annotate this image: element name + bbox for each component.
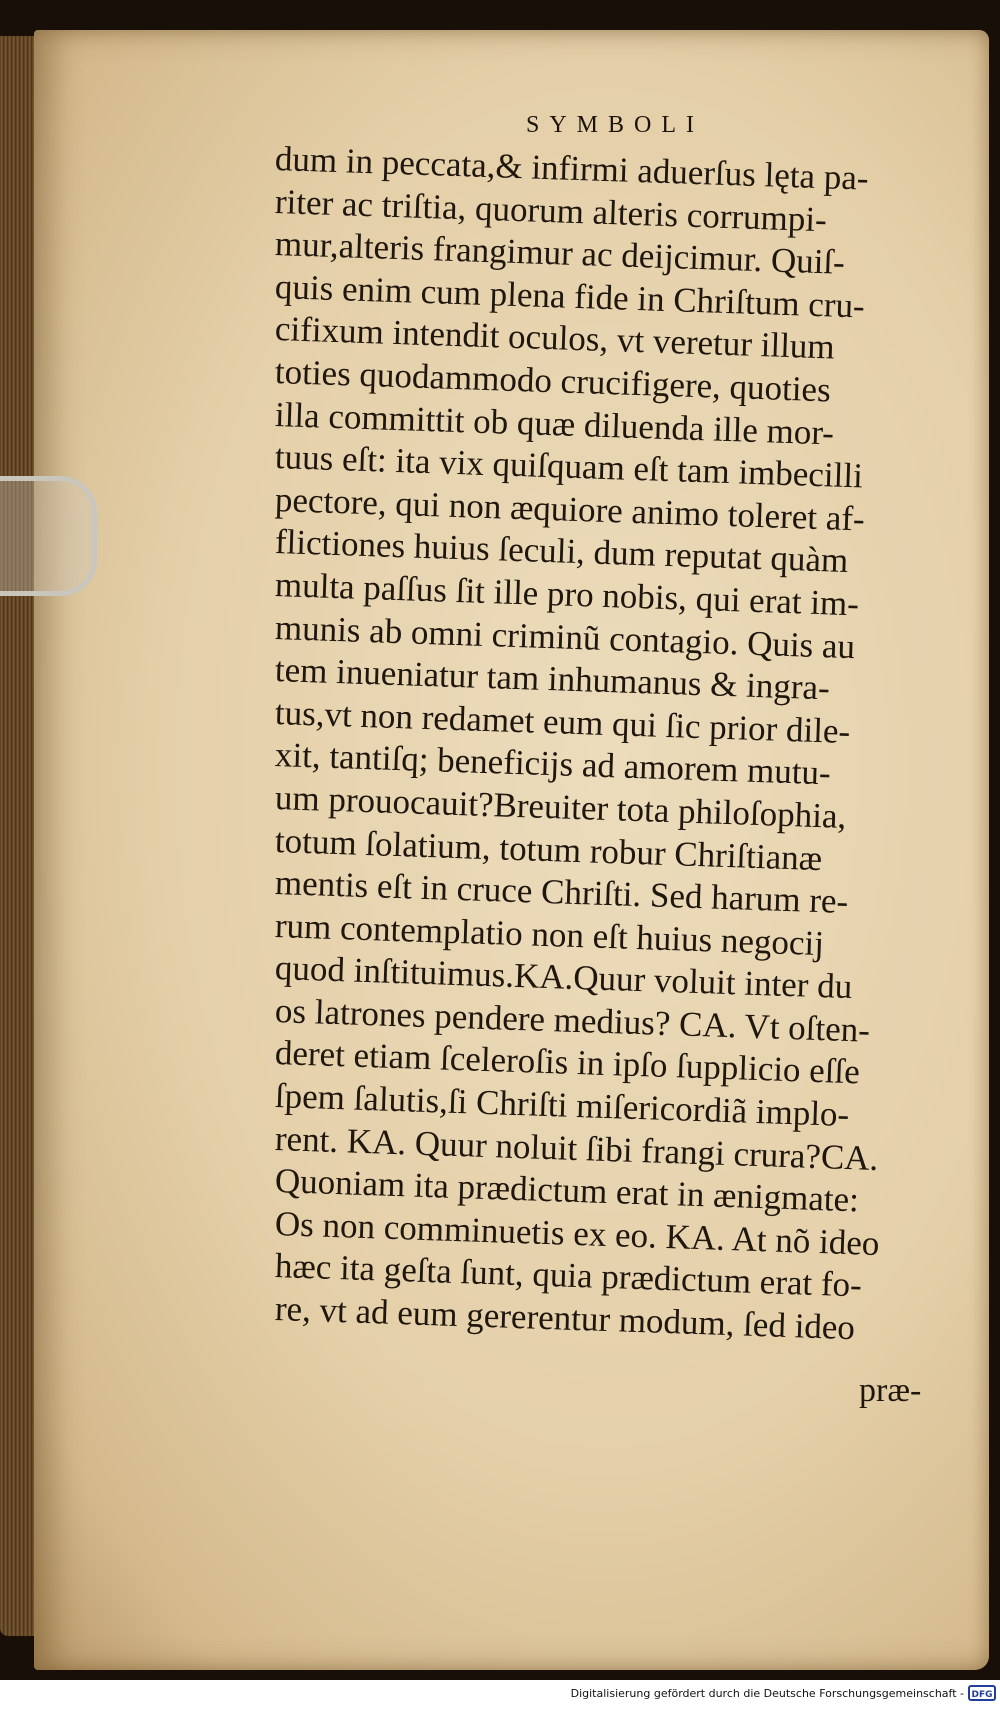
text-line: um prouocauit?Breuiter tota philoſophia, bbox=[274, 777, 847, 836]
text-line: deret etiam ſceleroſis in ipſo ſupplicio eſſe bbox=[274, 1033, 861, 1092]
dfg-logo-icon: DFG bbox=[968, 1685, 996, 1701]
text-line: hæc ita geſta ſunt, quia prædictum erat fo- bbox=[274, 1246, 863, 1305]
running-head: SYMBOLI bbox=[526, 112, 705, 138]
text-line: illa committit ob quæ diluenda ille mor- bbox=[274, 394, 835, 453]
catchword: præ- bbox=[859, 1372, 922, 1409]
text-line: Os non comminuetis ex eo. KA. At nõ ideo bbox=[274, 1203, 880, 1263]
text-line: tus,vt non redamet eum qui ſic prior dile- bbox=[274, 692, 851, 751]
text-line: multa paſſus ſit ille pro nobis, qui erat im- bbox=[274, 564, 860, 624]
body-text bbox=[274, 138, 965, 1348]
page-clip bbox=[0, 476, 97, 596]
digitization-footer bbox=[0, 1680, 1000, 1709]
text-line: cifixum intendit oculos, vt veretur illum bbox=[274, 309, 836, 367]
text-line: tuus eſt: ita vix quiſquam eſt tam imbecilli bbox=[274, 437, 864, 496]
text-line: quis enim cum plena fide in Chriſtum cru- bbox=[274, 266, 866, 326]
text-line: tem inueniatur tam inhumanus & ingra- bbox=[274, 650, 831, 708]
text-line: munis ab omni criminũ contagio. Quis au bbox=[274, 607, 856, 666]
text-line: os latrones pendere medius? CA. Vt oſten- bbox=[274, 990, 871, 1050]
text-line: Quoniam ita prædictum erat in ænigmate: bbox=[274, 1161, 860, 1220]
text-line: mentis eſt in cruce Chriſti. Sed harum re- bbox=[274, 863, 849, 922]
text-line: dum in peccata,& infirmi aduerſus lęta pa- bbox=[274, 139, 870, 198]
text-line: mur,alteris frangimur ac deijcimur. Quiſ- bbox=[274, 224, 846, 283]
funding-credit: Digitalisierung gefördert durch die Deutsche Forschungsgemeinschaft - bbox=[570, 1687, 964, 1700]
text-line: quod inſtituimus.KA.Quur voluit inter du bbox=[274, 948, 853, 1007]
text-line: flictiones huius ſeculi, dum reputat quàm bbox=[274, 522, 849, 581]
text-line: pectore, qui non æquiore animo toleret af- bbox=[274, 479, 866, 539]
text-line: rent. KA. Quur noluit ſibi frangi crura?CA. bbox=[274, 1118, 879, 1178]
text-line: re, vt ad eum gererentur modum, ſed ideo bbox=[274, 1289, 856, 1348]
text-line: rum contemplatio non eſt huius negocij bbox=[274, 905, 825, 963]
text-line: xit, tantiſq; beneficijs ad amorem mutu- bbox=[274, 735, 832, 793]
text-line: totum ſolatium, totum robur Chriſtianæ bbox=[274, 820, 823, 878]
text-line: ſpem ſalutis,ſi Chriſti miſericordiã implo- bbox=[274, 1076, 850, 1135]
text-line: toties quodammodo crucifigere, quoties bbox=[274, 351, 832, 410]
text-line: riter ac triſtia, quorum alteris corrumpi- bbox=[274, 181, 828, 239]
